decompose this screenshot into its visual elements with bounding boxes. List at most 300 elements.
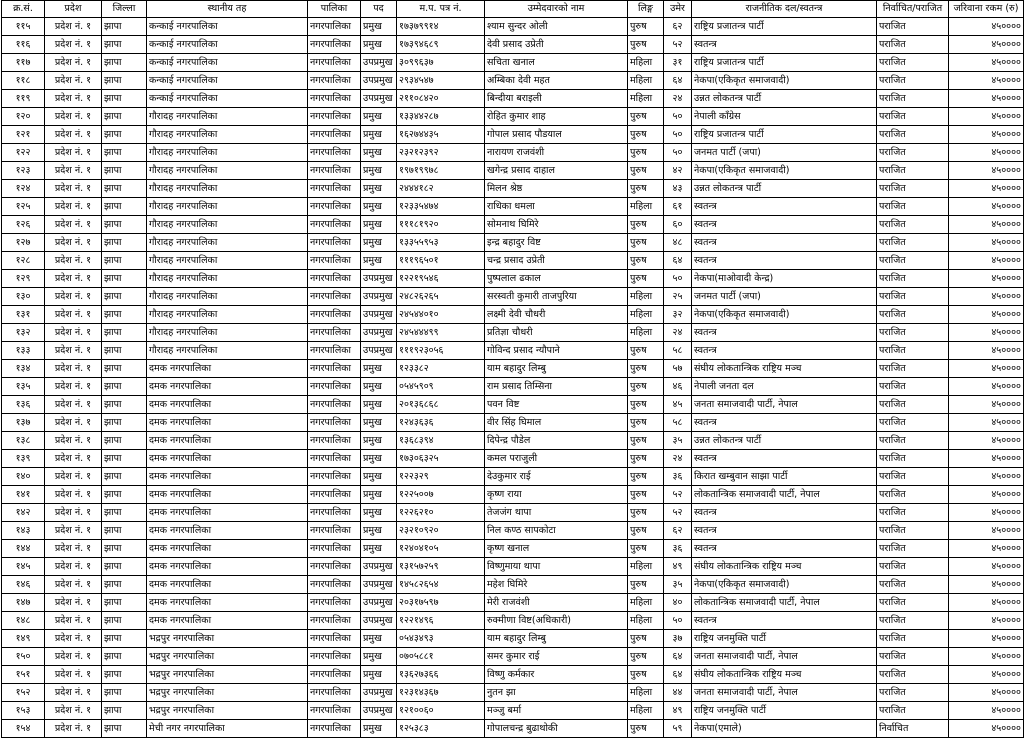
cell-serial-no: १४९ <box>2 630 45 648</box>
cell-result: पराजित <box>877 36 949 54</box>
cell-province: प्रदेश नं. १ <box>45 270 102 288</box>
cell-local-level: कन्काई नगरपालिका <box>147 90 308 108</box>
cell-post: उपप्रमुख <box>361 288 397 306</box>
cell-local-level: दमक नगरपालिका <box>147 414 308 432</box>
cell-ballot-no: १७३०६३२५ <box>397 450 485 468</box>
cell-age: ५२ <box>664 486 692 504</box>
cell-serial-no: १३९ <box>2 450 45 468</box>
cell-result: पराजित <box>877 306 949 324</box>
cell-candidate-name: श्याम सुन्दर ओली <box>485 18 628 36</box>
cell-serial-no: १५२ <box>2 684 45 702</box>
cell-gender: महिला <box>628 306 664 324</box>
cell-age: ६२ <box>664 522 692 540</box>
table-row <box>2 576 1024 594</box>
cell-gender: पुरुष <box>628 126 664 144</box>
cell-post: प्रमुख <box>361 216 397 234</box>
cell-local-level: दमक नगरपालिका <box>147 576 308 594</box>
cell-ballot-no: १११९६५०१ <box>397 252 485 270</box>
cell-post: प्रमुख <box>361 486 397 504</box>
cell-result: पराजित <box>877 252 949 270</box>
cell-party: राष्ट्रिय प्रजातन्त्र पार्टी <box>692 126 877 144</box>
cell-party: किरात खम्बुवान साझा पार्टी <box>692 468 877 486</box>
table-row <box>2 666 1024 684</box>
cell-gender: पुरुष <box>628 108 664 126</box>
cell-candidate-name: पुष्पलाल ढकाल <box>485 270 628 288</box>
cell-municipality-type: नगरपालिका <box>308 612 361 630</box>
cell-municipality-type: नगरपालिका <box>308 702 361 720</box>
cell-post: उपप्रमुख <box>361 72 397 90</box>
cell-party: नेकपा(एमाले) <box>692 720 877 738</box>
cell-ballot-no: २३२१०९२० <box>397 522 485 540</box>
cell-ballot-no: १२२५००७ <box>397 486 485 504</box>
cell-gender: पुरुष <box>628 522 664 540</box>
cell-candidate-name: मिलन श्रेष्ठ <box>485 180 628 198</box>
cell-result: पराजित <box>877 144 949 162</box>
cell-fine-amount: ४५०००० <box>949 324 1024 342</box>
cell-municipality-type: नगरपालिका <box>308 468 361 486</box>
table-row <box>2 684 1024 702</box>
cell-district: झापा <box>102 270 147 288</box>
cell-post: प्रमुख <box>361 180 397 198</box>
cell-fine-amount: ४५०००० <box>949 72 1024 90</box>
cell-local-level: कन्काई नगरपालिका <box>147 54 308 72</box>
cell-province: प्रदेश नं. १ <box>45 540 102 558</box>
cell-municipality-type: नगरपालिका <box>308 396 361 414</box>
cell-ballot-no: २४५४४०१० <box>397 306 485 324</box>
cell-municipality-type: नगरपालिका <box>308 36 361 54</box>
cell-post: प्रमुख <box>361 108 397 126</box>
cell-municipality-type: नगरपालिका <box>308 54 361 72</box>
cell-result: पराजित <box>877 396 949 414</box>
cell-result: पराजित <box>877 630 949 648</box>
cell-province: प्रदेश नं. १ <box>45 252 102 270</box>
cell-age: ५८ <box>664 414 692 432</box>
cell-result: पराजित <box>877 504 949 522</box>
cell-post: उपप्रमुख <box>361 342 397 360</box>
cell-age: ४३ <box>664 180 692 198</box>
cell-fine-amount: ४५०००० <box>949 468 1024 486</box>
cell-fine-amount: ४५०००० <box>949 144 1024 162</box>
cell-candidate-name: रोहित कुमार शाह <box>485 108 628 126</box>
table-row <box>2 486 1024 504</box>
cell-party: स्वतन्त्र <box>692 450 877 468</box>
cell-local-level: दमक नगरपालिका <box>147 522 308 540</box>
cell-district: झापा <box>102 360 147 378</box>
cell-age: ६४ <box>664 666 692 684</box>
cell-age: ३५ <box>664 576 692 594</box>
cell-result: पराजित <box>877 558 949 576</box>
cell-result: पराजित <box>877 90 949 108</box>
cell-ballot-no: १२२६२१० <box>397 504 485 522</box>
cell-fine-amount: ४५०००० <box>949 90 1024 108</box>
table-body <box>2 18 1024 738</box>
cell-party: राष्ट्रिय प्रजातन्त्र पार्टी <box>692 18 877 36</box>
cell-province: प्रदेश नं. १ <box>45 54 102 72</box>
cell-age: ५० <box>664 612 692 630</box>
cell-ballot-no: २०३१७५९७ <box>397 594 485 612</box>
cell-district: झापा <box>102 630 147 648</box>
cell-district: झापा <box>102 162 147 180</box>
cell-ballot-no: १२३३८२ <box>397 360 485 378</box>
cell-district: झापा <box>102 612 147 630</box>
cell-district: झापा <box>102 144 147 162</box>
cell-district: झापा <box>102 414 147 432</box>
cell-candidate-name: देउकुमार राई <box>485 468 628 486</box>
cell-fine-amount: ४५०००० <box>949 522 1024 540</box>
cell-municipality-type: नगरपालिका <box>308 180 361 198</box>
cell-gender: पुरुष <box>628 666 664 684</box>
cell-province: प्रदेश नं. १ <box>45 720 102 738</box>
cell-district: झापा <box>102 36 147 54</box>
table-row <box>2 54 1024 72</box>
cell-fine-amount: ४५०००० <box>949 702 1024 720</box>
cell-gender: महिला <box>628 612 664 630</box>
cell-party: राष्ट्रिय प्रजातन्त्र पार्टी <box>692 54 877 72</box>
cell-fine-amount: ४५०००० <box>949 648 1024 666</box>
cell-age: ५९ <box>664 720 692 738</box>
cell-district: झापा <box>102 234 147 252</box>
cell-serial-no: १३७ <box>2 414 45 432</box>
header-local-level: स्थानीय तह <box>147 1 308 18</box>
cell-post: प्रमुख <box>361 396 397 414</box>
cell-result: पराजित <box>877 360 949 378</box>
cell-age: ५८ <box>664 342 692 360</box>
cell-gender: पुरुष <box>628 504 664 522</box>
cell-ballot-no: १४५८२६५४ <box>397 576 485 594</box>
cell-party: स्वतन्त्र <box>692 324 877 342</box>
cell-local-level: गौरादह नगरपालिका <box>147 126 308 144</box>
cell-serial-no: १२९ <box>2 270 45 288</box>
header-serial-no: क्र.सं. <box>2 1 45 18</box>
cell-candidate-name: विष्णुमाया थापा <box>485 558 628 576</box>
cell-serial-no: ११९ <box>2 90 45 108</box>
cell-serial-no: १३६ <box>2 396 45 414</box>
cell-post: प्रमुख <box>361 468 397 486</box>
cell-gender: पुरुष <box>628 18 664 36</box>
cell-ballot-no: १२३१४३६७ <box>397 684 485 702</box>
table-row <box>2 180 1024 198</box>
cell-fine-amount: ४५०००० <box>949 396 1024 414</box>
cell-candidate-name: याम बहादुर लिम्बु <box>485 360 628 378</box>
cell-gender: पुरुष <box>628 180 664 198</box>
table-row <box>2 162 1024 180</box>
cell-age: ४४ <box>664 684 692 702</box>
cell-age: ४० <box>664 594 692 612</box>
cell-ballot-no: १२२१४९६ <box>397 612 485 630</box>
cell-fine-amount: ४५०००० <box>949 360 1024 378</box>
cell-municipality-type: नगरपालिका <box>308 306 361 324</box>
header-municipality-type: पालिका <box>308 1 361 18</box>
cell-serial-no: १४६ <box>2 576 45 594</box>
cell-party: स्वतन्त्र <box>692 36 877 54</box>
cell-province: प्रदेश नं. १ <box>45 486 102 504</box>
cell-age: ५० <box>664 270 692 288</box>
cell-fine-amount: ४५०००० <box>949 378 1024 396</box>
table-row <box>2 288 1024 306</box>
cell-result: पराजित <box>877 54 949 72</box>
cell-municipality-type: नगरपालिका <box>308 270 361 288</box>
cell-province: प्रदेश नं. १ <box>45 612 102 630</box>
cell-local-level: गौरादह नगरपालिका <box>147 144 308 162</box>
cell-post: प्रमुख <box>361 720 397 738</box>
cell-gender: पुरुष <box>628 360 664 378</box>
cell-province: प्रदेश नं. १ <box>45 180 102 198</box>
cell-post: प्रमुख <box>361 648 397 666</box>
cell-post: उपप्रमुख <box>361 576 397 594</box>
cell-district: झापा <box>102 684 147 702</box>
cell-fine-amount: ४५०००० <box>949 450 1024 468</box>
cell-municipality-type: नगरपालिका <box>308 252 361 270</box>
cell-age: ३६ <box>664 468 692 486</box>
cell-result: पराजित <box>877 612 949 630</box>
cell-fine-amount: ४५०००० <box>949 432 1024 450</box>
table-row <box>2 72 1024 90</box>
cell-candidate-name: अम्बिका देवी महत <box>485 72 628 90</box>
cell-age: ६४ <box>664 72 692 90</box>
cell-municipality-type: नगरपालिका <box>308 108 361 126</box>
table-row <box>2 648 1024 666</box>
cell-candidate-name: गोपालचन्द्र बुढाथोकी <box>485 720 628 738</box>
cell-district: झापा <box>102 216 147 234</box>
table-row <box>2 558 1024 576</box>
cell-post: प्रमुख <box>361 36 397 54</box>
cell-municipality-type: नगरपालिका <box>308 414 361 432</box>
cell-fine-amount: ४५०००० <box>949 252 1024 270</box>
cell-age: ६४ <box>664 648 692 666</box>
table-row <box>2 630 1024 648</box>
cell-district: झापा <box>102 54 147 72</box>
cell-gender: महिला <box>628 288 664 306</box>
cell-district: झापा <box>102 522 147 540</box>
cell-local-level: दमक नगरपालिका <box>147 378 308 396</box>
cell-ballot-no: ०५४३४९३ <box>397 630 485 648</box>
cell-serial-no: १५३ <box>2 702 45 720</box>
cell-province: प्रदेश नं. १ <box>45 630 102 648</box>
cell-age: ५० <box>664 108 692 126</box>
cell-district: झापा <box>102 648 147 666</box>
cell-post: प्रमुख <box>361 126 397 144</box>
candidate-fine-table <box>1 0 1024 738</box>
cell-local-level: गौरादह नगरपालिका <box>147 270 308 288</box>
cell-party: लोकतान्त्रिक समाजवादी पार्टी, नेपाल <box>692 486 877 504</box>
cell-gender: पुरुष <box>628 396 664 414</box>
cell-district: झापा <box>102 666 147 684</box>
cell-ballot-no: २०१३६८६८ <box>397 396 485 414</box>
cell-result: पराजित <box>877 432 949 450</box>
cell-fine-amount: ४५०००० <box>949 558 1024 576</box>
cell-gender: महिला <box>628 702 664 720</box>
cell-gender: पुरुष <box>628 720 664 738</box>
cell-post: प्रमुख <box>361 18 397 36</box>
cell-province: प्रदेश नं. १ <box>45 72 102 90</box>
cell-post: उपप्रमुख <box>361 324 397 342</box>
cell-province: प्रदेश नं. १ <box>45 198 102 216</box>
cell-result: पराजित <box>877 576 949 594</box>
cell-ballot-no: २४८२६२६५ <box>397 288 485 306</box>
table-row <box>2 126 1024 144</box>
cell-gender: महिला <box>628 54 664 72</box>
cell-result: पराजित <box>877 216 949 234</box>
cell-local-level: भद्रपुर नगरपालिका <box>147 666 308 684</box>
cell-fine-amount: ४५०००० <box>949 630 1024 648</box>
cell-ballot-no: १२३३५४७४ <box>397 198 485 216</box>
cell-serial-no: १४१ <box>2 486 45 504</box>
header-result: निर्वाचित/पराजित <box>877 1 949 18</box>
cell-municipality-type: नगरपालिका <box>308 144 361 162</box>
table-row <box>2 234 1024 252</box>
cell-municipality-type: नगरपालिका <box>308 198 361 216</box>
cell-municipality-type: नगरपालिका <box>308 450 361 468</box>
cell-gender: पुरुष <box>628 234 664 252</box>
cell-fine-amount: ४५०००० <box>949 180 1024 198</box>
cell-post: प्रमुख <box>361 360 397 378</box>
header-post: पद <box>361 1 397 18</box>
cell-province: प्रदेश नं. १ <box>45 288 102 306</box>
table-row <box>2 396 1024 414</box>
cell-serial-no: १२६ <box>2 216 45 234</box>
header-fine-amount: जरिवाना रकम (रु) <box>949 1 1024 18</box>
cell-district: झापा <box>102 594 147 612</box>
cell-age: ४५ <box>664 396 692 414</box>
cell-fine-amount: ४५०००० <box>949 306 1024 324</box>
cell-local-level: गौरादह नगरपालिका <box>147 180 308 198</box>
cell-candidate-name: विष्णु कर्मकार <box>485 666 628 684</box>
cell-age: ५७ <box>664 360 692 378</box>
cell-ballot-no: १९७१९९७८ <box>397 162 485 180</box>
table-row <box>2 252 1024 270</box>
cell-province: प्रदेश नं. १ <box>45 576 102 594</box>
cell-serial-no: १२० <box>2 108 45 126</box>
cell-province: प्रदेश नं. १ <box>45 666 102 684</box>
cell-local-level: कन्काई नगरपालिका <box>147 36 308 54</box>
cell-local-level: दमक नगरपालिका <box>147 486 308 504</box>
cell-gender: पुरुष <box>628 36 664 54</box>
cell-age: २४ <box>664 324 692 342</box>
cell-municipality-type: नगरपालिका <box>308 18 361 36</box>
cell-province: प्रदेश नं. १ <box>45 468 102 486</box>
cell-age: ५२ <box>664 36 692 54</box>
cell-district: झापा <box>102 450 147 468</box>
cell-serial-no: १५४ <box>2 720 45 738</box>
cell-ballot-no: २३२१२३९२ <box>397 144 485 162</box>
table-row <box>2 36 1024 54</box>
cell-local-level: गौरादह नगरपालिका <box>147 306 308 324</box>
cell-fine-amount: ४५०००० <box>949 576 1024 594</box>
cell-province: प्रदेश नं. १ <box>45 450 102 468</box>
cell-ballot-no: १३३४४२८७ <box>397 108 485 126</box>
cell-result: पराजित <box>877 270 949 288</box>
cell-serial-no: ११८ <box>2 72 45 90</box>
cell-party: उन्नत लोकतन्त्र पार्टी <box>692 180 877 198</box>
cell-district: झापा <box>102 108 147 126</box>
cell-gender: पुरुष <box>628 540 664 558</box>
cell-ballot-no: ३०९९६३७ <box>397 54 485 72</box>
cell-province: प्रदेश नं. १ <box>45 234 102 252</box>
cell-province: प्रदेश नं. १ <box>45 306 102 324</box>
cell-fine-amount: ४५०००० <box>949 594 1024 612</box>
cell-age: ३२ <box>664 306 692 324</box>
cell-ballot-no: १२४०४१०५ <box>397 540 485 558</box>
cell-fine-amount: ४५०००० <box>949 414 1024 432</box>
cell-post: उपप्रमुख <box>361 270 397 288</box>
table-row <box>2 18 1024 36</box>
cell-post: प्रमुख <box>361 162 397 180</box>
cell-fine-amount: ४५०००० <box>949 36 1024 54</box>
cell-district: झापा <box>102 126 147 144</box>
cell-post: प्रमुख <box>361 630 397 648</box>
cell-local-level: दमक नगरपालिका <box>147 612 308 630</box>
cell-fine-amount: ४५०००० <box>949 540 1024 558</box>
cell-local-level: भद्रपुर नगरपालिका <box>147 630 308 648</box>
cell-post: उपप्रमुख <box>361 306 397 324</box>
cell-party: संघीय लोकतान्त्रिक राष्ट्रिय मञ्च <box>692 558 877 576</box>
cell-gender: पुरुष <box>628 270 664 288</box>
cell-local-level: गौरादह नगरपालिका <box>147 342 308 360</box>
cell-post: उपप्रमुख <box>361 612 397 630</box>
cell-province: प्रदेश नं. १ <box>45 684 102 702</box>
cell-municipality-type: नगरपालिका <box>308 234 361 252</box>
cell-result: पराजित <box>877 342 949 360</box>
cell-age: २४ <box>664 90 692 108</box>
cell-candidate-name: सरस्वती कुमारी ताजपुरिया <box>485 288 628 306</box>
cell-district: झापा <box>102 396 147 414</box>
cell-ballot-no: २११०८४२० <box>397 90 485 108</box>
cell-party: संघीय लोकतान्त्रिक राष्ट्रिय मञ्च <box>692 360 877 378</box>
cell-serial-no: १४० <box>2 468 45 486</box>
cell-local-level: दमक नगरपालिका <box>147 450 308 468</box>
cell-local-level: मेची नगर नगरपालिका <box>147 720 308 738</box>
cell-post: उपप्रमुख <box>361 558 397 576</box>
cell-candidate-name: नारायण राजवंशी <box>485 144 628 162</box>
cell-fine-amount: ४५०००० <box>949 198 1024 216</box>
cell-local-level: दमक नगरपालिका <box>147 540 308 558</box>
cell-age: ३६ <box>664 540 692 558</box>
cell-result: पराजित <box>877 180 949 198</box>
cell-age: ५० <box>664 126 692 144</box>
cell-serial-no: १२४ <box>2 180 45 198</box>
cell-province: प्रदेश नं. १ <box>45 432 102 450</box>
cell-result: पराजित <box>877 414 949 432</box>
cell-post: प्रमुख <box>361 540 397 558</box>
cell-party: राष्ट्रिय जनमुक्ति पार्टी <box>692 630 877 648</box>
cell-ballot-no: १११८१९२० <box>397 216 485 234</box>
cell-district: झापा <box>102 720 147 738</box>
table-row <box>2 198 1024 216</box>
cell-party: नेकपा(एकिकृत समाजवादी) <box>692 576 877 594</box>
cell-post: प्रमुख <box>361 198 397 216</box>
cell-gender: महिला <box>628 684 664 702</box>
cell-result: पराजित <box>877 648 949 666</box>
cell-post: प्रमुख <box>361 432 397 450</box>
table-row <box>2 540 1024 558</box>
cell-candidate-name: बिन्दीया बराइली <box>485 90 628 108</box>
cell-ballot-no: १२४३६३६ <box>397 414 485 432</box>
cell-post: उपप्रमुख <box>361 54 397 72</box>
cell-age: २५ <box>664 288 692 306</box>
cell-result: पराजित <box>877 198 949 216</box>
cell-post: प्रमुख <box>361 252 397 270</box>
cell-municipality-type: नगरपालिका <box>308 666 361 684</box>
cell-party: जनता समाजवादी पार्टी, नेपाल <box>692 396 877 414</box>
cell-party: उन्नत लोकतन्त्र पार्टी <box>692 90 877 108</box>
cell-age: ४६ <box>664 378 692 396</box>
cell-local-level: दमक नगरपालिका <box>147 468 308 486</box>
cell-ballot-no: १७३७९९१४ <box>397 18 485 36</box>
cell-party: नेकपा(एकिकृत समाजवादी) <box>692 162 877 180</box>
cell-fine-amount: ४५०००० <box>949 684 1024 702</box>
cell-age: ६२ <box>664 18 692 36</box>
cell-fine-amount: ४५०००० <box>949 612 1024 630</box>
